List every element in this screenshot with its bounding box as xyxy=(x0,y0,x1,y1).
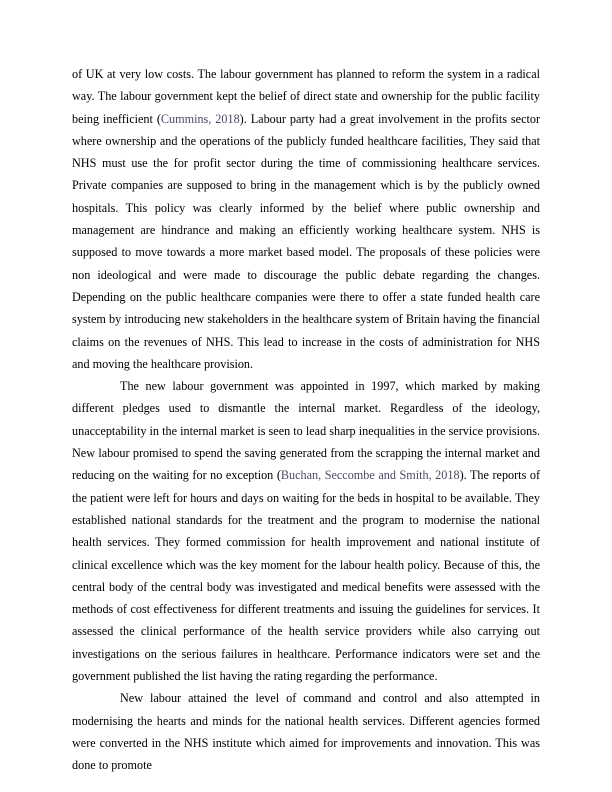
paragraph-text: of UK at very low costs. The labour government has planned to reform the system in a radical way. The labour government kept the belief of direct state and ownership for the public facility being inefficient ( xyxy=(72,67,540,126)
paragraph-text: New labour attained the level of command and control and also attempted in modernising the hearts and minds for the national health services. Different agencies formed were converted in the NHS institute which aimed for improvements and innovation. This was done to promote xyxy=(72,691,540,773)
paragraph-text: The new labour government was appointed in 1997, which marked by making different pledges used to dismantle the internal market. Regardless of the ideology, unacceptability in the internal market is seen to lead sharp inequalities in the service provisions. New labour promised to spend the saving generated from the scrapping the internal market and reducing on the waiting for no exception ( xyxy=(72,379,540,483)
paragraph-text: ). Labour party had a great involvement in the profits sector where ownership and the operations of the publicly funded healthcare facilities, They said that NHS must use the for profit sector during the time of commissioning healthcare services. Private companies are supposed to bring in the management which is by the publicly owned hospitals. This policy was clearly informed by the belief where public ownership and management are hindrance and making an efficiently working healthcare system. NHS is supposed to move towards a more market based model. The proposals of these policies were non ideological and were made to discourage the public debate regarding the changes. Depending on the public healthcare companies were there to offer a state funded health care system by introducing new stakeholders in the healthcare system of Britain having the financial claims on the revenues of NHS. This lead to increase in the costs of administration for NHS and moving the healthcare provision. xyxy=(72,111,541,371)
paragraph-2 xyxy=(72,375,540,687)
document-page xyxy=(72,63,540,777)
citation: Buchan, Seccombe and Smith, 2018 xyxy=(280,468,460,483)
citation: Cummins, 2018 xyxy=(160,111,240,126)
paragraph-3 xyxy=(72,687,540,776)
paragraph-text: ). The reports of the patient were left for hours and days on waiting for the beds in hospital to be available. They established national standards for the treatment and the program to modernise the national health services. They formed commission for health improvement and national institute of clinical excellence which was the key moment for the labour health policy. Because of this, the central body of the central body was investigated and medical benefits were assessed with the methods of cost effectiveness for different treatments and issuing the guidelines for services. It assessed the clinical performance of the health service providers while also carrying out investigations on the serious failures in healthcare. Performance indicators were set and the government published the list having the rating regarding the performance. xyxy=(72,468,541,684)
paragraph-1 xyxy=(72,63,540,375)
